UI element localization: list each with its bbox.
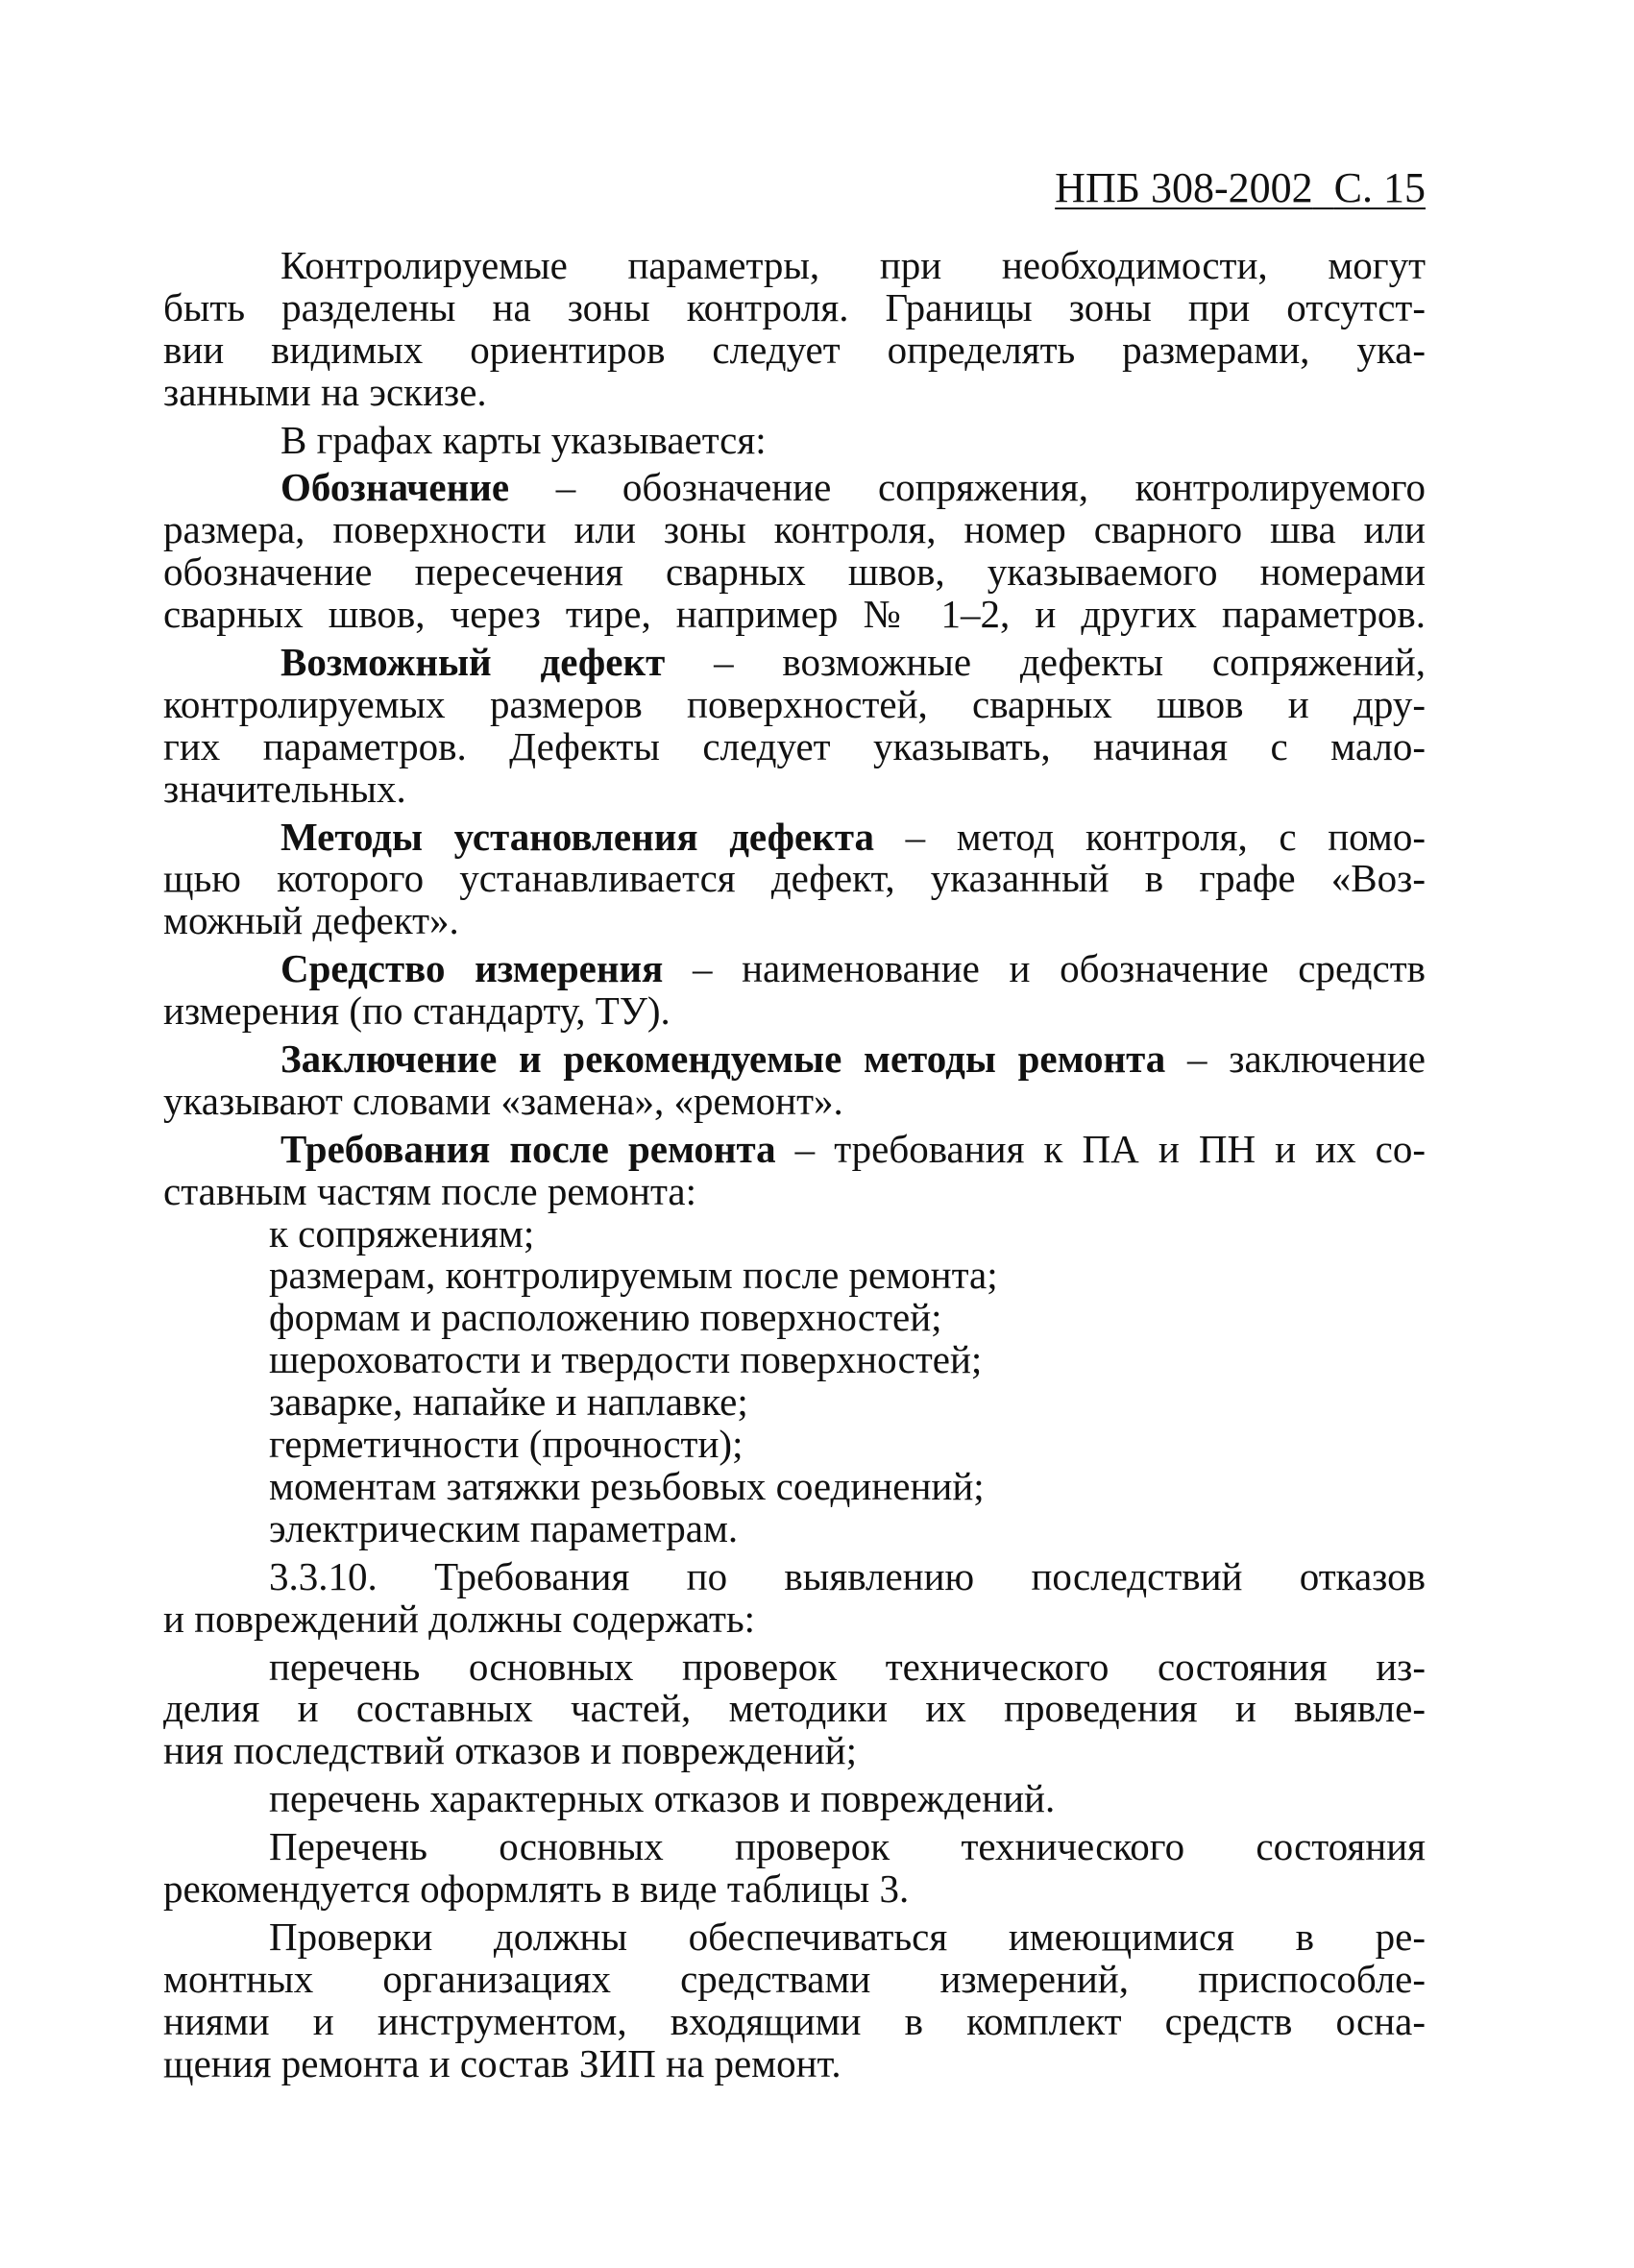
doc-code: НПБ 308-2002	[1055, 164, 1313, 211]
text-line: ниями и инструментом, входящими в комплект средств осна-	[163, 1998, 1426, 2043]
term-label: Возможный дефект	[280, 640, 666, 685]
text-line: указывают словами «замена», «ремонт».	[163, 1078, 843, 1123]
term-label: Заключение и рекомендуемые методы ремонта	[280, 1036, 1166, 1082]
text-line: сварных швов, через тире, например № 1–2, и других параметров.	[163, 592, 1426, 637]
text-line: щения ремонта и состав ЗИП на ремонт.	[163, 2040, 841, 2085]
term-text: – обозначение сопряжения, контролируемого	[509, 465, 1426, 510]
page-header	[1055, 163, 1426, 213]
list-item: к сопряжениям;	[269, 1210, 535, 1256]
list-item: шероховатости и твердости поверхностей;	[269, 1337, 983, 1382]
list-item: моментам затяжки резьбовых соединений;	[269, 1463, 985, 1508]
clause-line: 3.3.10. Требования по выявлению последствий отказов	[269, 1553, 1426, 1598]
text-line: контролируемых размеров поверхностей, сварных швов и дру-	[163, 681, 1426, 726]
list-item: заварке, напайке и наплавке;	[269, 1379, 748, 1425]
list-item: размерам, контролируемым после ремонта;	[269, 1253, 998, 1298]
definition-line	[163, 642, 1426, 684]
definition-line	[163, 948, 1426, 990]
definition-line	[163, 1126, 1426, 1171]
text-line: занными на эскизе.	[163, 369, 487, 414]
definition-line	[163, 814, 1426, 859]
text-line: перечень характерных отказов и повреждений.	[269, 1776, 1056, 1821]
text-line: быть разделены на зоны контроля. Границы зоны при отсутст-	[163, 284, 1426, 329]
text-line: Проверки должны обеспечиваться имеющимися в ре-	[269, 1914, 1426, 1959]
term-text: – метод контроля, с помо-	[873, 814, 1426, 859]
definition-line	[163, 1038, 1426, 1081]
text-line: монтных организациях средствами измерений, приспособле-	[163, 1956, 1426, 2001]
text-line: гих параметров. Дефекты следует указывать, начиная с мало-	[163, 723, 1426, 768]
term-label: Обозначение	[280, 465, 510, 510]
text-line: ния последствий отказов и повреждений;	[163, 1728, 857, 1773]
document-body	[163, 245, 1426, 2085]
list-item: герметичности (прочности);	[269, 1422, 744, 1467]
page-number: С. 15	[1333, 164, 1426, 211]
text-line: Перечень основных проверок технического состояния	[269, 1824, 1426, 1869]
text-line: обозначение пересечения сварных швов, указываемого номерами	[163, 549, 1426, 595]
term-text: – требования к ПА и ПН и их со-	[775, 1126, 1426, 1171]
text-line: можный дефект».	[163, 898, 459, 943]
text-line: размера, поверхности или зоны контроля, номер сварного шва или	[163, 507, 1426, 552]
definition-line	[163, 467, 1426, 509]
text-line: и повреждений должны содержать:	[163, 1596, 756, 1641]
text-line: делия и составных частей, методики их проведения и выявле-	[163, 1686, 1426, 1731]
term-text: – возможные дефекты сопряжений,	[665, 640, 1426, 685]
text-line: Контролируемые параметры, при необходимости, могут	[280, 243, 1426, 287]
text-line: перечень основных проверок технического состояния из-	[269, 1644, 1426, 1689]
text-line: вии видимых ориентиров следует определять размерами, ука-	[163, 327, 1426, 372]
list-item: электрическим параметрам.	[269, 1505, 739, 1550]
text-line: значительных.	[163, 766, 406, 811]
term-label: Методы установления дефекта	[280, 814, 874, 859]
term-label: Требования после ремонта	[280, 1126, 776, 1171]
list-item: формам и расположению поверхностей;	[269, 1295, 942, 1340]
text-line: ставным частям после ремонта:	[163, 1168, 696, 1213]
text-line: рекомендуется оформлять в виде таблицы 3.	[163, 1866, 910, 1911]
text-line: щью которого устанавливается дефект, указанный в графе «Воз-	[163, 856, 1426, 901]
term-text: – наименование и обозначение средств	[663, 946, 1426, 991]
term-text: – заключение	[1165, 1036, 1426, 1082]
text-line: измерения (по стандарту, ТУ).	[163, 988, 671, 1034]
text-line: В графах карты указывается:	[280, 417, 767, 462]
term-label: Средство измерения	[280, 946, 664, 991]
